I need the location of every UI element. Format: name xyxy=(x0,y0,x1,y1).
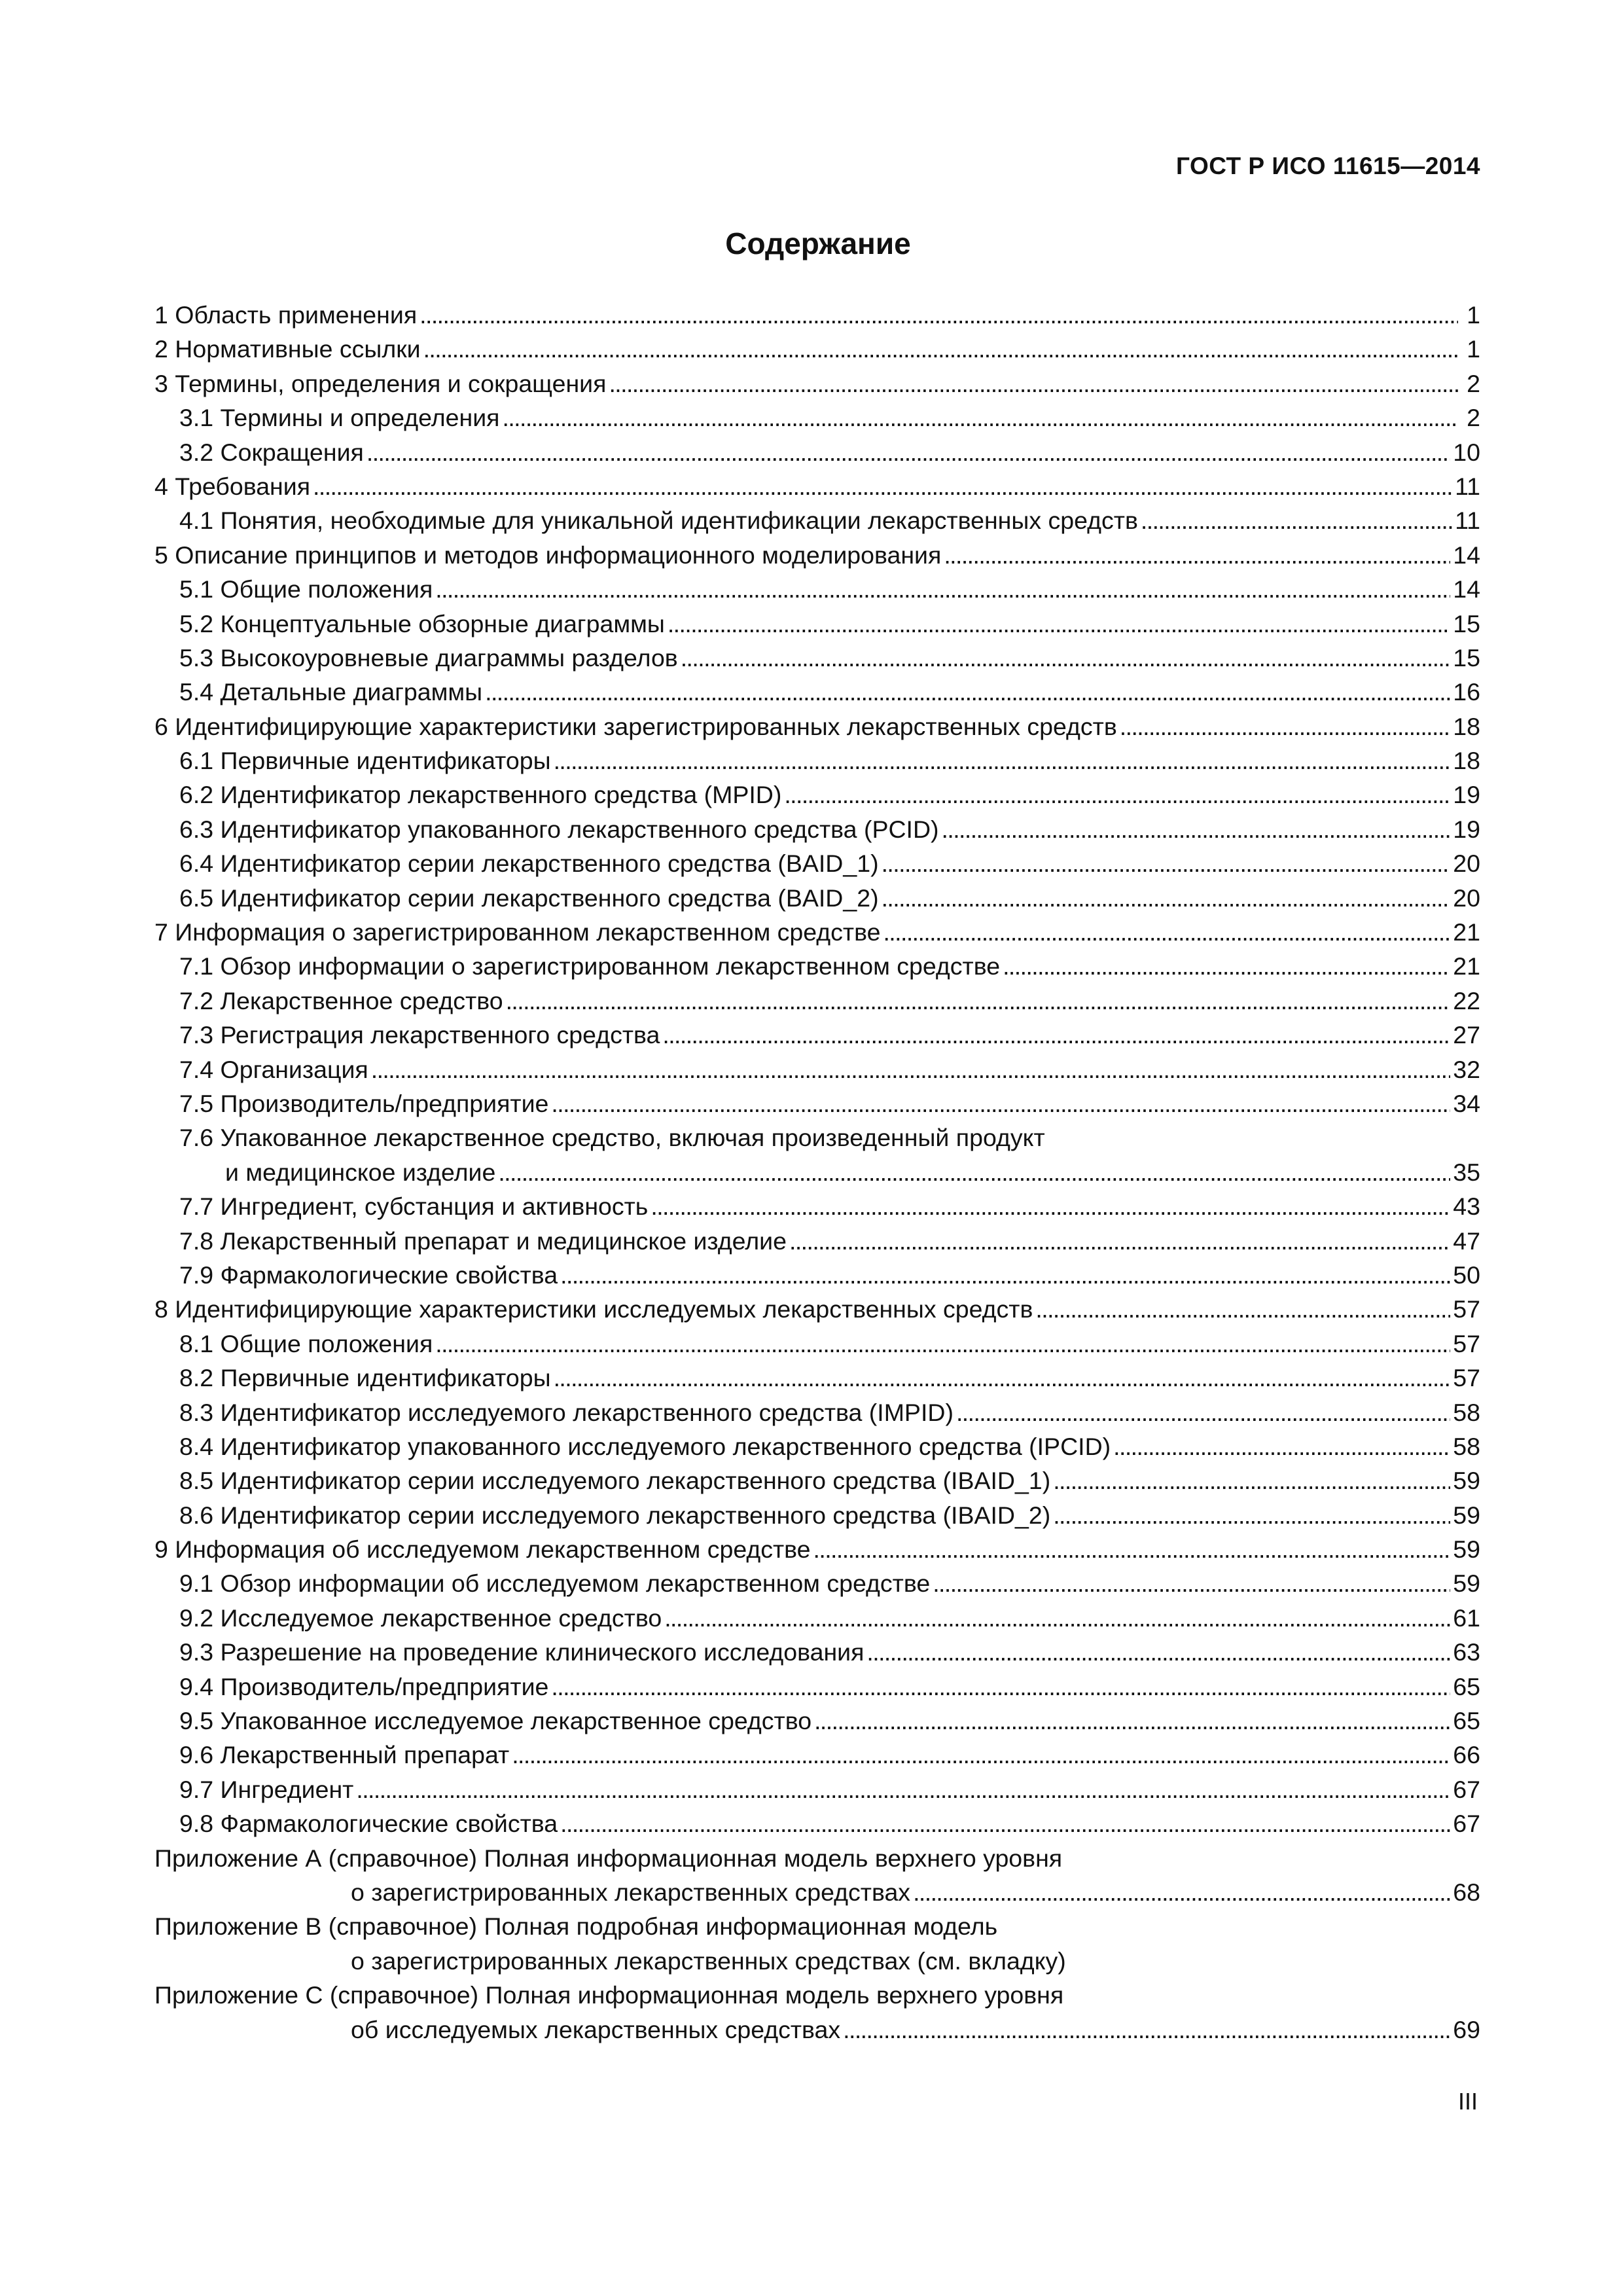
toc-entry xyxy=(154,744,1480,778)
toc-entry-text: 7.6 Упакованное лекарственное средство, включая произведенный продукт xyxy=(179,1124,1045,1152)
document-code: ГОСТ Р ИСО 11615—2014 xyxy=(1175,152,1480,179)
page-number: III xyxy=(1457,2088,1478,2115)
toc-entry-text: 7.3 Регистрация лекарственного средства xyxy=(179,1021,660,1049)
toc-entry xyxy=(154,1532,1480,1566)
dot-leader xyxy=(551,1086,1450,1121)
toc-entry-page: 2 xyxy=(1467,369,1480,397)
toc-entry xyxy=(154,675,1480,709)
toc-entry-text: 7.2 Лекарственное средство xyxy=(179,986,503,1014)
toc-entry-page: 57 xyxy=(1453,1329,1480,1357)
dot-leader xyxy=(1035,1292,1450,1326)
dot-leader xyxy=(1113,1429,1450,1463)
dot-leader xyxy=(313,469,1452,503)
toc-entry-page: 11 xyxy=(1455,472,1480,500)
dot-leader xyxy=(662,1018,1450,1052)
toc-entry xyxy=(154,881,1480,915)
toc-entry xyxy=(154,1806,1480,1840)
dot-leader xyxy=(882,846,1451,880)
toc-entry xyxy=(154,332,1480,366)
toc-entry-page: 69 xyxy=(1453,2015,1480,2043)
dot-leader xyxy=(498,1155,1450,1189)
toc-entry-text: 6.1 Первичные идентификаторы xyxy=(179,747,551,775)
toc-entry xyxy=(154,1704,1480,1738)
toc-entry xyxy=(154,1635,1480,1669)
toc-entry xyxy=(154,984,1480,1018)
toc-entry-page: 21 xyxy=(1453,952,1480,980)
dot-leader xyxy=(956,1395,1450,1429)
dot-leader xyxy=(883,915,1450,949)
toc-entry-text: 1 Область применения xyxy=(154,301,418,329)
toc-entry-text: 5.4 Детальные диаграммы xyxy=(179,678,483,706)
toc-entry-page: 27 xyxy=(1453,1021,1480,1049)
toc-entry-page: 67 xyxy=(1453,1810,1480,1838)
dot-leader xyxy=(1141,503,1452,537)
toc-entry-text: Приложение В (справочное) Полная подробная информационная модель xyxy=(154,1912,998,1941)
toc-entry-text: 4 Требования xyxy=(154,472,311,500)
toc-entry-page: 20 xyxy=(1453,884,1480,912)
dot-leader xyxy=(668,607,1450,641)
toc-entry xyxy=(154,1566,1480,1600)
dot-leader xyxy=(485,675,1450,709)
toc-entry xyxy=(154,1978,1480,2012)
toc-entry-page: 67 xyxy=(1453,1775,1480,1803)
dot-leader xyxy=(506,984,1451,1018)
toc-entry-text: 8.3 Идентификатор исследуемого лекарственного средства (IMPID) xyxy=(179,1398,954,1426)
toc-entry-text: 7 Информация о зарегистрированном лекарственном средстве xyxy=(154,918,881,946)
dot-leader xyxy=(419,298,1458,332)
toc-entry-page: 15 xyxy=(1453,643,1480,672)
dot-leader xyxy=(813,1532,1451,1566)
toc-entry-page: 50 xyxy=(1453,1261,1480,1289)
toc-entry-page: 47 xyxy=(1453,1227,1480,1255)
toc-entry-text: 7.4 Организация xyxy=(179,1055,368,1083)
toc-entry-text: об исследуемых лекарственных средствах xyxy=(351,2015,841,2043)
toc-entry-page: 43 xyxy=(1453,1193,1480,1221)
dot-leader xyxy=(942,812,1451,846)
toc-entry-page: 57 xyxy=(1453,1364,1480,1392)
dot-leader xyxy=(933,1566,1450,1600)
toc-entry-page: 19 xyxy=(1453,781,1480,809)
dot-leader xyxy=(866,1635,1450,1669)
toc-entry-text: 5 Описание принципов и методов информационного моделирования xyxy=(154,541,942,569)
toc-entry xyxy=(154,1772,1480,1806)
toc-entry xyxy=(154,1189,1480,1223)
toc-entry-text: 6.4 Идентификатор серии лекарственного средства (BAID_1) xyxy=(179,850,879,878)
toc-entry-text: 5.1 Общие положения xyxy=(179,575,433,603)
toc-entry xyxy=(154,1361,1480,1395)
toc-entry xyxy=(154,1498,1480,1532)
dot-leader xyxy=(913,1875,1450,1909)
dot-leader xyxy=(944,538,1450,572)
dot-leader xyxy=(1053,1498,1450,1532)
dot-leader xyxy=(1120,709,1451,744)
toc-entry-page: 61 xyxy=(1453,1604,1480,1632)
toc-entry-text: 8.1 Общие положения xyxy=(179,1329,433,1357)
dot-leader xyxy=(423,332,1458,366)
toc-entry xyxy=(154,2013,1480,2047)
toc-entry-page: 68 xyxy=(1453,1878,1480,1906)
toc-entry xyxy=(154,1738,1480,1772)
toc-entry xyxy=(154,812,1480,846)
toc-entry xyxy=(154,1601,1480,1635)
toc-entry-text: 3.2 Сокращения xyxy=(179,438,364,466)
toc-entry-page: 14 xyxy=(1453,541,1480,569)
toc-entry xyxy=(154,435,1480,469)
toc-entry xyxy=(154,367,1480,401)
toc-entry xyxy=(154,572,1480,606)
dot-leader xyxy=(882,881,1451,915)
dot-leader xyxy=(664,1601,1450,1635)
toc-entry xyxy=(154,915,1480,949)
dot-leader xyxy=(371,1052,1451,1086)
toc-entry-text: 7.5 Производитель/предприятие xyxy=(179,1089,549,1117)
toc-entry-page: 18 xyxy=(1453,712,1480,740)
toc-entry-text: 9 Информация об исследуемом лекарственном средстве xyxy=(154,1535,811,1564)
toc-entry-page: 32 xyxy=(1453,1055,1480,1083)
toc-entry-text: 9.1 Обзор информации об исследуемом лекарственном средстве xyxy=(179,1570,931,1598)
toc-entry-page: 59 xyxy=(1453,1570,1480,1598)
dot-leader xyxy=(356,1772,1450,1806)
table-of-contents xyxy=(154,298,1480,2047)
toc-entry-page: 15 xyxy=(1453,609,1480,637)
toc-entry-page: 34 xyxy=(1453,1089,1480,1117)
toc-entry-text: 7.7 Ингредиент, субстанция и активность xyxy=(179,1193,649,1221)
dot-leader xyxy=(1053,1463,1450,1498)
toc-entry-page: 57 xyxy=(1453,1295,1480,1323)
dot-leader xyxy=(609,367,1458,401)
toc-entry-text: 9.2 Исследуемое лекарственное средство xyxy=(179,1604,662,1632)
toc-entry-text: 8.2 Первичные идентификаторы xyxy=(179,1364,551,1392)
toc-entry-page: 35 xyxy=(1453,1158,1480,1186)
toc-entry xyxy=(154,949,1480,983)
toc-entry-page: 20 xyxy=(1453,850,1480,878)
dot-leader xyxy=(551,1670,1450,1704)
toc-entry xyxy=(154,1670,1480,1704)
toc-entry-text: 9.5 Упакованное исследуемое лекарственное средство xyxy=(179,1707,812,1735)
toc-entry-text: 2 Нормативные ссылки xyxy=(154,335,421,363)
toc-entry-page: 65 xyxy=(1453,1707,1480,1735)
toc-entry-text: 8.4 Идентификатор упакованного исследуемого лекарственного средства (IPCID) xyxy=(179,1432,1111,1460)
toc-entry-page: 59 xyxy=(1453,1501,1480,1529)
toc-entry-text: 9.7 Ингредиент xyxy=(179,1775,354,1803)
toc-entry xyxy=(154,1429,1480,1463)
toc-entry-text: 9.8 Фармакологические свойства xyxy=(179,1810,558,1838)
toc-entry-text: 6.3 Идентификатор упакованного лекарственного средства (PCID) xyxy=(179,815,939,843)
toc-entry xyxy=(154,1909,1480,1943)
toc-entry xyxy=(154,1292,1480,1326)
toc-entry xyxy=(154,1121,1480,1155)
toc-entry-text: Приложение А (справочное) Полная информационная модель верхнего уровня xyxy=(154,1844,1063,1872)
toc-entry-page: 58 xyxy=(1453,1432,1480,1460)
toc-entry-page: 1 xyxy=(1467,335,1480,363)
toc-entry xyxy=(154,298,1480,332)
toc-entry xyxy=(154,1395,1480,1429)
toc-entry xyxy=(154,607,1480,641)
dot-leader xyxy=(512,1738,1450,1772)
toc-entry xyxy=(154,1463,1480,1498)
toc-entry-page: 63 xyxy=(1453,1638,1480,1666)
toc-entry xyxy=(154,503,1480,537)
toc-entry-page: 11 xyxy=(1455,507,1480,535)
dot-leader xyxy=(681,641,1451,675)
toc-entry-page: 18 xyxy=(1453,747,1480,775)
toc-entry-text: 7.8 Лекарственный препарат и медицинское изделие xyxy=(179,1227,787,1255)
toc-entry-text: 3 Термины, определения и сокращения xyxy=(154,369,607,397)
toc-entry xyxy=(154,1086,1480,1121)
toc-entry-text: Приложение С (справочное) Полная информационная модель верхнего уровня xyxy=(154,1981,1064,2009)
toc-entry-text: 7.9 Фармакологические свойства xyxy=(179,1261,558,1289)
page-title: Содержание xyxy=(725,226,911,260)
toc-entry xyxy=(154,1018,1480,1052)
toc-entry-page: 10 xyxy=(1453,438,1480,466)
toc-entry-text: 8.5 Идентификатор серии исследуемого лекарственного средства (IBAID_1) xyxy=(179,1467,1051,1495)
toc-entry xyxy=(154,538,1480,572)
toc-entry-text: 5.3 Высокоуровневые диаграммы разделов xyxy=(179,643,678,672)
toc-entry-page: 16 xyxy=(1453,678,1480,706)
toc-entry xyxy=(154,778,1480,812)
toc-entry-text: 9.6 Лекарственный препарат xyxy=(179,1741,510,1769)
dot-leader xyxy=(843,2013,1450,2047)
dot-leader xyxy=(784,778,1450,812)
dot-leader xyxy=(651,1189,1450,1223)
dot-leader xyxy=(554,1361,1451,1395)
toc-entry-page: 21 xyxy=(1453,918,1480,946)
toc-entry-text: 4.1 Понятия, необходимые для уникальной идентификации лекарственных средств xyxy=(179,507,1138,535)
toc-entry xyxy=(154,846,1480,880)
toc-entry-page: 19 xyxy=(1453,815,1480,843)
toc-entry-text: 3.1 Термины и определения xyxy=(179,404,500,432)
dot-leader xyxy=(560,1258,1450,1292)
toc-entry-text: 8.6 Идентификатор серии исследуемого лекарственного средства (IBAID_2) xyxy=(179,1501,1051,1529)
dot-leader xyxy=(560,1806,1450,1840)
toc-entry xyxy=(154,1841,1480,1875)
toc-entry xyxy=(154,1155,1480,1189)
toc-entry-text: 9.3 Разрешение на проведение клинического исследования xyxy=(179,1638,865,1666)
toc-entry-page: 22 xyxy=(1453,986,1480,1014)
toc-entry-text: 8 Идентифицирующие характеристики исследуемых лекарственных средств xyxy=(154,1295,1033,1323)
dot-leader xyxy=(1003,949,1450,983)
dot-leader xyxy=(435,572,1450,606)
toc-entry xyxy=(154,401,1480,435)
toc-entry-page: 58 xyxy=(1453,1398,1480,1426)
dot-leader xyxy=(789,1224,1450,1258)
toc-entry-text: и медицинское изделие xyxy=(225,1158,496,1186)
toc-entry-page: 14 xyxy=(1453,575,1480,603)
dot-leader xyxy=(502,401,1458,435)
toc-entry-page: 65 xyxy=(1453,1672,1480,1700)
toc-entry-text: 9.4 Производитель/предприятие xyxy=(179,1672,549,1700)
dot-leader xyxy=(814,1704,1450,1738)
toc-entry xyxy=(154,1327,1480,1361)
toc-entry-text: о зарегистрированных лекарственных средствах xyxy=(351,1878,911,1906)
toc-entry xyxy=(154,1224,1480,1258)
toc-entry xyxy=(154,1052,1480,1086)
toc-entry-page: 1 xyxy=(1467,301,1480,329)
toc-entry-text: 7.1 Обзор информации о зарегистрированном лекарственном средстве xyxy=(179,952,1001,980)
toc-entry xyxy=(154,1944,1480,1978)
toc-entry xyxy=(154,709,1480,744)
toc-entry-text: 6 Идентифицирующие характеристики зарегистрированных лекарственных средств xyxy=(154,712,1117,740)
toc-entry-text: 6.2 Идентификатор лекарственного средства (MPID) xyxy=(179,781,782,809)
toc-entry-page: 2 xyxy=(1467,404,1480,432)
toc-entry xyxy=(154,641,1480,675)
toc-entry xyxy=(154,1875,1480,1909)
toc-entry-text: о зарегистрированных лекарственных средствах (см. вкладку) xyxy=(351,1946,1066,1975)
toc-entry xyxy=(154,469,1480,503)
toc-entry-page: 59 xyxy=(1453,1467,1480,1495)
toc-entry xyxy=(154,1258,1480,1292)
toc-entry-text: 5.2 Концептуальные обзорные диаграммы xyxy=(179,609,665,637)
dot-leader xyxy=(435,1327,1450,1361)
toc-entry-page: 59 xyxy=(1453,1535,1480,1564)
toc-entry-text: 6.5 Идентификатор серии лекарственного средства (BAID_2) xyxy=(179,884,879,912)
dot-leader xyxy=(554,744,1451,778)
dot-leader xyxy=(366,435,1450,469)
toc-entry-page: 66 xyxy=(1453,1741,1480,1769)
